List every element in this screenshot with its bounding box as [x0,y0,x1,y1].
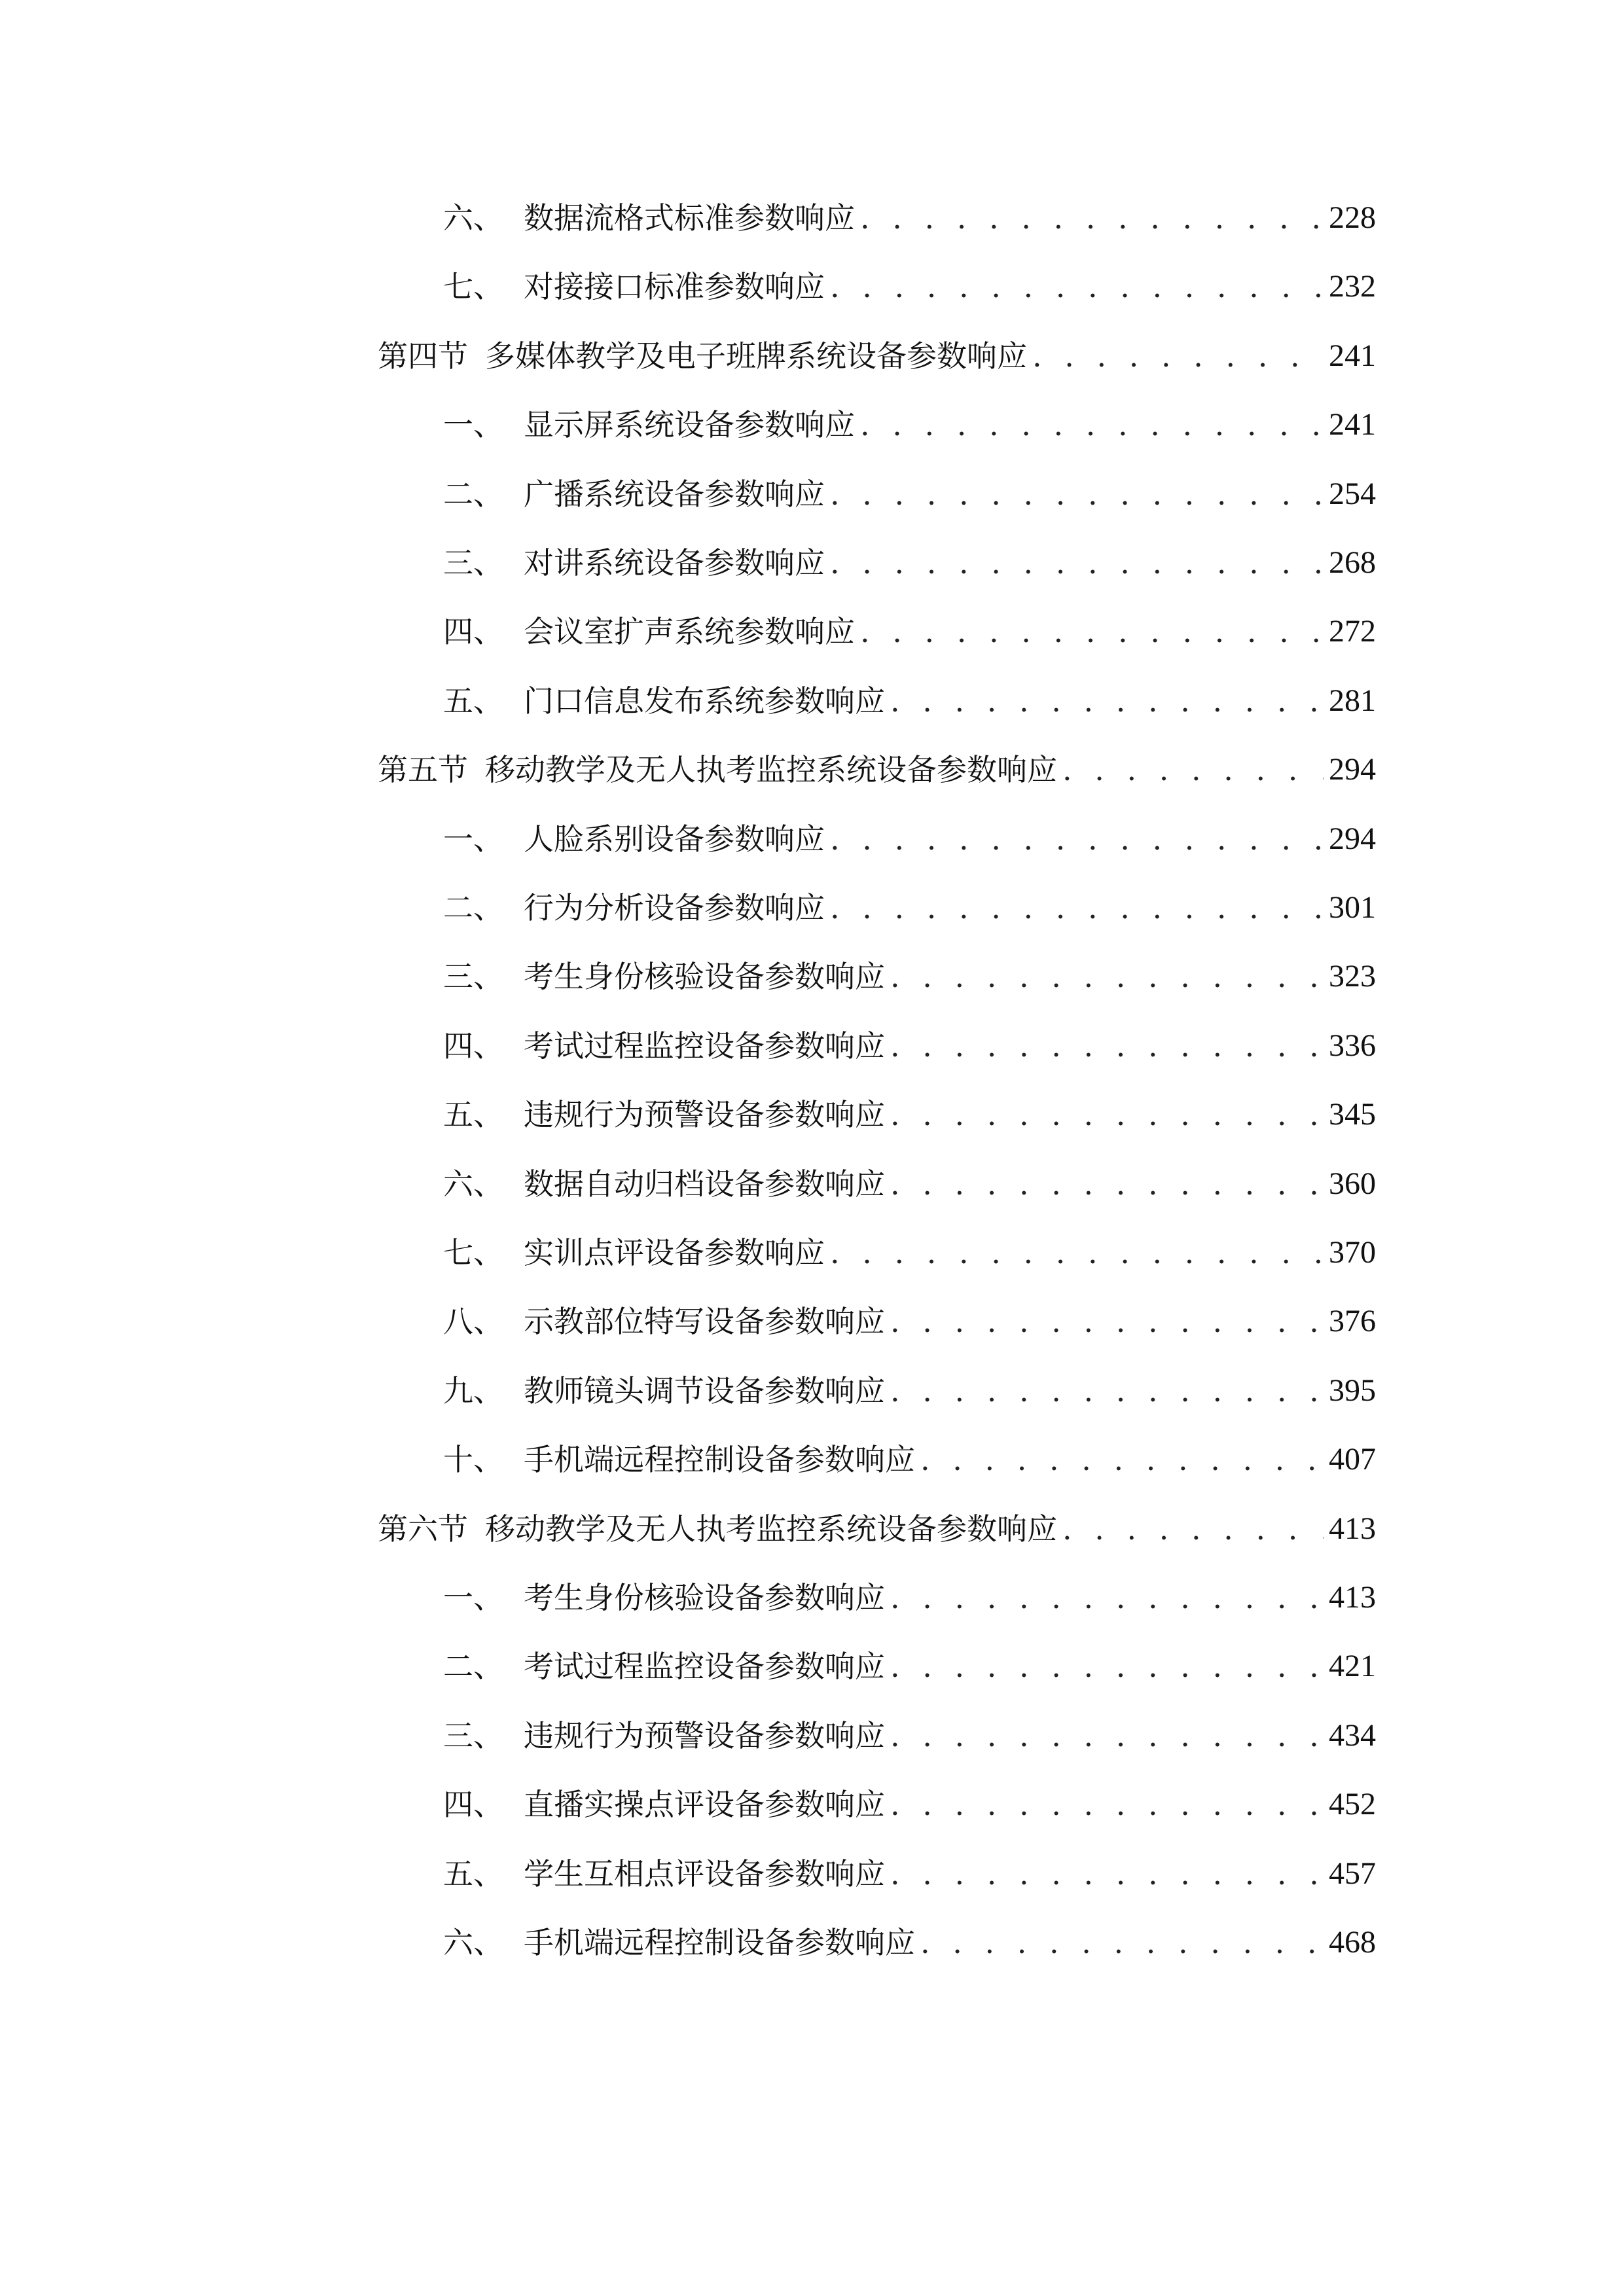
dot-leader [1062,747,1324,793]
entry-title: 移动教学及无人执考监控系统设备参数响应 [485,752,1057,788]
entry-number: 一、 [443,407,503,443]
entry-page-number: 421 [1329,1649,1376,1684]
dot-leader [890,1575,1324,1621]
toc-subsection-entry[interactable] [378,1161,1376,1207]
dot-leader [890,1851,1324,1897]
entry-number: 六、 [443,200,503,236]
toc-subsection-entry[interactable] [378,1368,1376,1414]
entry-number: 六、 [443,1925,503,1960]
entry-title: 对接接口标准参数响应 [524,269,825,305]
entry-number: 五、 [443,683,503,719]
entry-page-number: 413 [1329,1511,1376,1546]
entry-number: 第六节 [378,1511,468,1547]
entry-title: 行为分析设备参数响应 [524,890,825,925]
dot-leader [860,402,1324,448]
entry-page-number: 294 [1329,752,1376,787]
entry-title: 门口信息发布系统参数响应 [524,683,885,719]
entry-page-number: 254 [1329,476,1376,511]
entry-page-number: 272 [1329,614,1376,649]
entry-number: 一、 [443,821,503,857]
toc-subsection-entry[interactable] [378,540,1376,586]
dot-leader [890,1092,1324,1138]
entry-number: 六、 [443,1166,503,1202]
entry-number: 四、 [443,614,503,650]
entry-title: 人脸系别设备参数响应 [524,821,825,857]
entry-number: 四、 [443,1028,503,1064]
entry-title: 考试过程监控设备参数响应 [524,1649,885,1685]
dot-leader [890,1782,1324,1827]
entry-page-number: 294 [1329,821,1376,856]
toc-subsection-entry[interactable] [378,1299,1376,1344]
entry-title: 直播实操点评设备参数响应 [524,1787,885,1823]
dot-leader [830,1230,1324,1276]
dot-leader [890,678,1324,724]
dot-leader [890,1299,1324,1344]
entry-number: 四、 [443,1787,503,1823]
toc-subsection-entry[interactable] [378,1092,1376,1138]
entry-number: 八、 [443,1304,503,1340]
entry-number: 三、 [443,545,503,581]
dot-leader [1032,333,1324,379]
entry-page-number: 241 [1329,338,1376,373]
dot-leader [1062,1506,1324,1552]
toc-subsection-entry[interactable] [378,1230,1376,1276]
entry-number: 五、 [443,1097,503,1133]
entry-title: 手机端远程控制设备参数响应 [524,1925,915,1960]
entry-page-number: 413 [1329,1580,1376,1615]
toc-subsection-entry[interactable] [378,1023,1376,1069]
dot-leader [830,540,1324,586]
entry-title: 考生身份核验设备参数响应 [524,1580,885,1615]
dot-leader [890,954,1324,999]
dot-leader [890,1023,1324,1069]
entry-number: 二、 [443,476,503,512]
entry-page-number: 395 [1329,1372,1376,1408]
entry-page-number: 457 [1329,1856,1376,1891]
dot-leader [830,885,1324,931]
entry-title: 违规行为预警设备参数响应 [524,1097,885,1133]
entry-title: 对讲系统设备参数响应 [524,545,825,581]
toc-subsection-entry[interactable] [378,609,1376,655]
toc-subsection-entry[interactable] [378,264,1376,310]
toc-section-entry[interactable] [378,747,1376,793]
entry-title: 违规行为预警设备参数响应 [524,1717,885,1753]
entry-page-number: 336 [1329,1028,1376,1063]
entry-title: 示教部位特写设备参数响应 [524,1304,885,1340]
entry-title: 实训点评设备参数响应 [524,1235,825,1270]
toc-section-entry[interactable] [378,333,1376,379]
toc-subsection-entry[interactable] [378,1920,1376,1965]
entry-number: 第五节 [378,752,468,788]
toc-subsection-entry[interactable] [378,1437,1376,1482]
entry-number: 二、 [443,1649,503,1685]
entry-page-number: 376 [1329,1304,1376,1339]
toc-subsection-entry[interactable] [378,816,1376,862]
entry-title: 移动教学及无人执考监控系统设备参数响应 [485,1511,1057,1547]
entry-number: 七、 [443,1235,503,1270]
dot-leader [860,609,1324,655]
dot-leader [860,195,1324,241]
entry-page-number: 281 [1329,683,1376,718]
toc-subsection-entry[interactable] [378,471,1376,517]
entry-page-number: 345 [1329,1097,1376,1132]
entry-number: 七、 [443,269,503,305]
entry-title: 广播系统设备参数响应 [524,476,825,512]
entry-number: 十、 [443,1442,503,1478]
entry-page-number: 452 [1329,1787,1376,1822]
toc-subsection-entry[interactable] [378,195,1376,241]
entry-title: 学生互相点评设备参数响应 [524,1856,885,1892]
entry-title: 数据自动归档设备参数响应 [524,1166,885,1202]
toc-section-entry[interactable] [378,1506,1376,1552]
toc-subsection-entry[interactable] [378,1575,1376,1621]
entry-page-number: 323 [1329,959,1376,994]
dot-leader [920,1437,1324,1482]
entry-number: 第四节 [378,338,468,374]
entry-page-number: 434 [1329,1717,1376,1753]
entry-number: 一、 [443,1580,503,1615]
entry-title: 会议室扩声系统参数响应 [524,614,855,650]
dot-leader [890,1643,1324,1689]
entry-page-number: 228 [1329,200,1376,235]
entry-title: 数据流格式标准参数响应 [524,200,855,236]
entry-title: 考生身份核验设备参数响应 [524,959,885,995]
entry-page-number: 301 [1329,890,1376,925]
toc-subsection-entry[interactable] [378,402,1376,448]
entry-title: 教师镜头调节设备参数响应 [524,1372,885,1408]
entry-page-number: 468 [1329,1925,1376,1960]
toc-subsection-entry[interactable] [378,678,1376,724]
entry-page-number: 407 [1329,1442,1376,1477]
entry-title: 考试过程监控设备参数响应 [524,1028,885,1064]
toc-subsection-entry[interactable] [378,1643,1376,1689]
toc-subsection-entry[interactable] [378,954,1376,999]
dot-leader [830,471,1324,517]
entry-page-number: 360 [1329,1166,1376,1201]
toc-subsection-entry[interactable] [378,1851,1376,1897]
entry-page-number: 241 [1329,407,1376,442]
entry-page-number: 370 [1329,1235,1376,1270]
dot-leader [830,816,1324,862]
toc-subsection-entry[interactable] [378,1713,1376,1759]
toc-subsection-entry[interactable] [378,1782,1376,1827]
dot-leader [890,1161,1324,1207]
entry-title: 显示屏系统设备参数响应 [524,407,855,443]
entry-number: 五、 [443,1856,503,1892]
dot-leader [920,1920,1324,1965]
entry-title: 多媒体教学及电子班牌系统设备参数响应 [485,338,1027,374]
toc-subsection-entry[interactable] [378,885,1376,931]
entry-page-number: 232 [1329,269,1376,304]
entry-number: 九、 [443,1372,503,1408]
dot-leader [830,264,1324,310]
dot-leader [890,1713,1324,1759]
entry-number: 三、 [443,959,503,995]
dot-leader [890,1368,1324,1414]
entry-title: 手机端远程控制设备参数响应 [524,1442,915,1478]
entry-number: 三、 [443,1717,503,1753]
entry-number: 二、 [443,890,503,925]
entry-page-number: 268 [1329,545,1376,580]
